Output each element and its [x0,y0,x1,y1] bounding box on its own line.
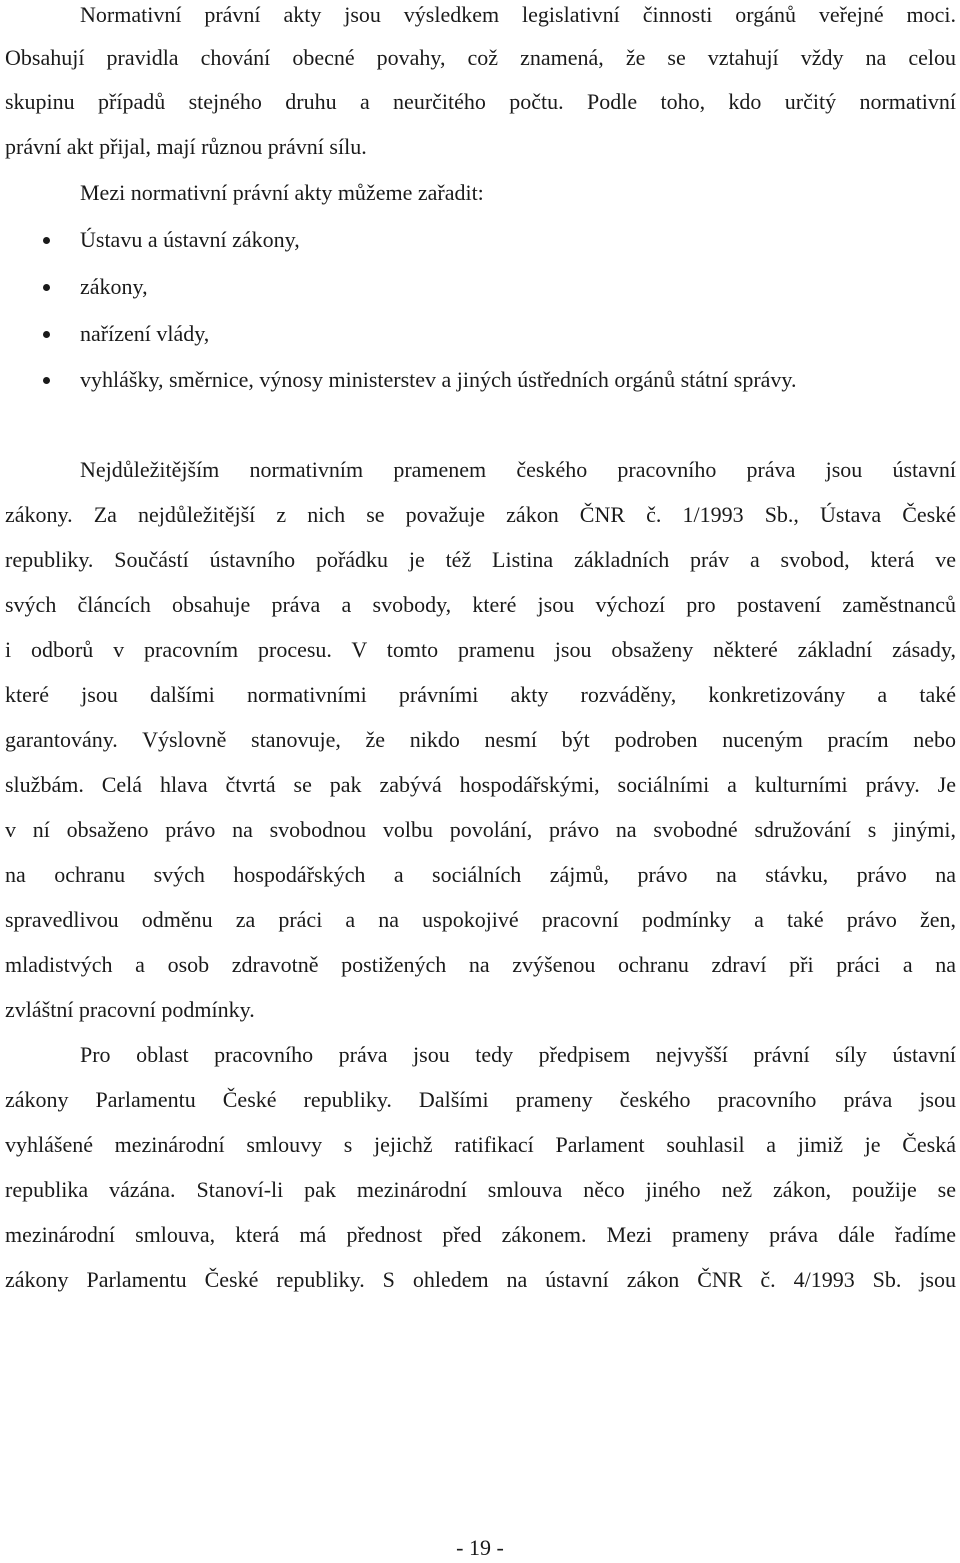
list-item [0,365,956,395]
list-item-text: Ústavu a ústavní zákony, [80,227,300,252]
paragraph-2-line-2: zákony. Za nejdůležitější z nich se považuje zákon ČNR č. 1/1993 Sb., Ústava České [5,502,956,527]
paragraph-3-line-2: zákony Parlamentu České republiky. Dalšími prameny českého pracovního práva jsou [5,1087,956,1112]
bullet-icon [43,331,50,338]
paragraph-3-line-4: republika vázána. Stanoví-li pak mezinárodní smlouva něco jiného než zákon, použije se [5,1177,956,1202]
list-intro: Mezi normativní právní akty můžeme zařadit: [80,180,484,205]
paragraph-2-line-1: Nejdůležitějším normativním pramenem českého pracovního práva jsou ústavní [80,457,956,482]
paragraph-1-line-4: právní akt přijal, mají různou právní sílu. [5,134,367,159]
paragraph-2-line-12: mladistvých a osob zdravotně postižených na zvýšenou ochranu zdraví při práci a na [5,952,956,977]
list-item-text: nařízení vlády, [80,321,210,346]
paragraph-2-line-4: svých článcích obsahuje práva a svobody, které jsou výchozí pro postavení zaměstnanců [5,592,956,617]
paragraph-2-line-5: i odborů v pracovním procesu. V tomto pramenu jsou obsaženy některé základní zásady, [5,637,956,662]
page-number: - 19 - [456,1535,504,1560]
paragraph-3-line-6: zákony Parlamentu České republiky. S ohledem na ústavní zákon ČNR č. 4/1993 Sb. jsou [5,1267,956,1292]
list-item-text: vyhlášky, směrnice, výnosy ministerstev a jiných ústředních orgánů státní správy. [80,367,797,392]
list-item [0,225,956,255]
paragraph-1-line-3: skupinu případů stejného druhu a neurčitého počtu. Podle toho, kdo určitý normativní [5,89,956,114]
bullet-icon [43,377,50,384]
paragraph-2-line-11: spravedlivou odměnu za práci a na uspokojivé pracovní podmínky a také právo žen, [5,907,956,932]
paragraph-2-line-3: republiky. Součástí ústavního pořádku je též Listina základních práv a svobod, která ve [5,547,956,572]
list-item [0,272,956,302]
paragraph-2-line-9: v ní obsaženo právo na svobodnou volbu povolání, právo na svobodné sdružování s jinými, [5,817,956,842]
paragraph-1-line-2: Obsahují pravidla chování obecné povahy, což znamená, že se vztahují vždy na celou [5,45,956,70]
paragraph-3-line-3: vyhlášené mezinárodní smlouvy s jejichž ratifikací Parlament souhlasil a jimiž je Česká [5,1132,956,1157]
paragraph-2-line-10: na ochranu svých hospodářských a sociálních zájmů, právo na stávku, právo na [5,862,956,887]
paragraph-2-line-13: zvláštní pracovní podmínky. [5,997,255,1022]
paragraph-3-line-1: Pro oblast pracovního práva jsou tedy předpisem nejvyšší právní síly ústavní [80,1042,956,1067]
paragraph-1-line-1: Normativní právní akty jsou výsledkem legislativní činnosti orgánů veřejné moci. [80,2,956,27]
paragraph-3-line-5: mezinárodní smlouva, která má přednost před zákonem. Mezi prameny práva dále řadíme [5,1222,956,1247]
list-item-text: zákony, [80,274,148,299]
paragraph-2-line-8: službám. Celá hlava čtvrtá se pak zabývá hospodářskými, sociálními a kulturními právy. Je [5,772,956,797]
list-item [0,319,956,349]
bullet-icon [43,284,50,291]
paragraph-2-line-7: garantovány. Výslovně stanovuje, že nikdo nesmí být podroben nuceným pracím nebo [5,727,956,752]
bullet-icon [43,237,50,244]
paragraph-2-line-6: které jsou dalšími normativními právními akty rozváděny, konkretizovány a také [5,682,956,707]
